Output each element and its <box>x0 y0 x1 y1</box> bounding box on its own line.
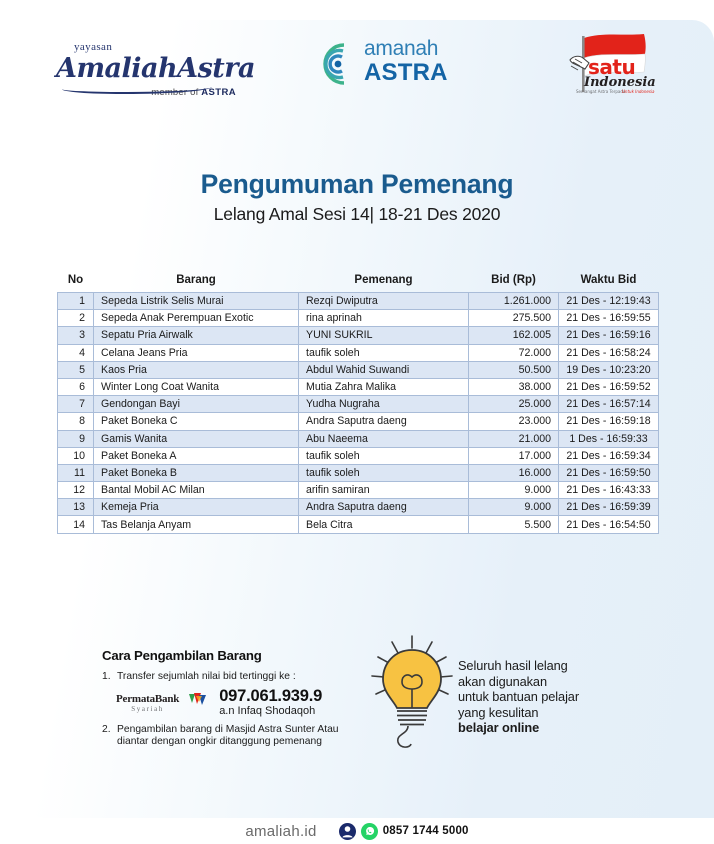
table-row <box>58 464 659 481</box>
table-row <box>58 344 659 361</box>
cell-no: 7 <box>58 396 94 413</box>
permatabank-logo <box>116 692 179 713</box>
table-row <box>58 447 659 464</box>
person-icon <box>339 823 356 840</box>
cell-no: 4 <box>58 344 94 361</box>
title-block <box>0 168 714 225</box>
cell-bid: 1.261.000 <box>469 293 559 310</box>
cell-waktu: 21 Des - 16:59:50 <box>559 464 659 481</box>
purpose-text <box>458 658 658 736</box>
table-row <box>58 327 659 344</box>
cell-barang: Kemeja Pria <box>94 499 299 516</box>
bank-account-row <box>116 687 362 718</box>
cell-barang: Paket Boneka B <box>94 464 299 481</box>
cell-bid: 162.005 <box>469 327 559 344</box>
purpose-line-4: yang kesulitan <box>458 704 539 720</box>
cell-barang: Paket Boneka A <box>94 447 299 464</box>
cell-barang: Bantal Mobil AC Milan <box>94 482 299 499</box>
cell-barang: Sepeda Anak Perempuan Exotic <box>94 310 299 327</box>
amaliah-member-text: member of ASTRA <box>151 87 236 98</box>
cell-waktu: 21 Des - 16:59:55 <box>559 310 659 327</box>
permatabank-name: PermataBank <box>116 692 180 705</box>
account-number: 097.061.939.9 <box>219 686 323 705</box>
account-details <box>219 687 322 718</box>
amanah-spiral-icon <box>314 42 358 86</box>
svg-text:Indonesia: Indonesia <box>584 75 656 90</box>
cell-barang: Winter Long Coat Wanita <box>94 378 299 395</box>
purpose-line-1: Seluruh hasil lelang <box>458 658 568 673</box>
cell-pemenang: Bela Citra <box>299 516 469 533</box>
table-header-row <box>58 272 659 293</box>
cell-barang: Paket Boneka C <box>94 413 299 430</box>
footer-bar <box>0 818 714 844</box>
table-row <box>58 378 659 395</box>
amaliah-astra-logo <box>56 41 255 100</box>
purpose-line-5: belajar online <box>458 720 540 736</box>
whatsapp-icon[interactable] <box>361 823 378 840</box>
table-row <box>58 482 659 499</box>
cell-no: 3 <box>58 327 94 344</box>
cell-no: 5 <box>58 361 94 378</box>
amanah-astra-logo <box>314 36 454 92</box>
satu-indonesia-flag-icon <box>558 32 662 96</box>
cell-pemenang: Rezqi Dwiputra <box>299 293 469 310</box>
cell-waktu: 1 Des - 16:59:33 <box>559 430 659 447</box>
cell-waktu: 21 Des - 16:43:33 <box>559 482 659 499</box>
table-row <box>58 396 659 413</box>
cell-pemenang: Abu Naeema <box>299 430 469 447</box>
pickup-step-1-text: Transfer sejumlah nilai bid tertinggi ke : <box>117 671 296 682</box>
cell-pemenang: Yudha Nugraha <box>299 396 469 413</box>
cell-waktu: 21 Des - 16:58:24 <box>559 344 659 361</box>
cell-bid: 16.000 <box>469 464 559 481</box>
cell-waktu: 21 Des - 16:59:34 <box>559 447 659 464</box>
cell-no: 2 <box>58 310 94 327</box>
cell-pemenang: taufik soleh <box>299 344 469 361</box>
cell-barang: Celana Jeans Pria <box>94 344 299 361</box>
th-bid: Bid (Rp) <box>491 274 536 286</box>
table-row <box>58 516 659 533</box>
th-waktu: Waktu Bid <box>580 274 637 286</box>
table-row <box>58 413 659 430</box>
cell-bid: 275.500 <box>469 310 559 327</box>
cell-waktu: 21 Des - 16:59:16 <box>559 327 659 344</box>
pickup-step-2-text: Pengambilan barang di Masjid Astra Sunter Atau diantar dengan ongkir ditanggung pemenang <box>117 723 339 748</box>
pickup-step-1 <box>102 671 362 684</box>
permatabank-mark-icon <box>187 691 209 713</box>
lightbulb-icon <box>364 632 460 750</box>
cell-pemenang: arifin samiran <box>299 482 469 499</box>
cell-no: 14 <box>58 516 94 533</box>
cell-bid: 23.000 <box>469 413 559 430</box>
table-row <box>58 293 659 310</box>
permatabank-syariah: Syariah <box>131 704 164 713</box>
pickup-step-1-number: 1. <box>102 671 111 682</box>
cell-no: 12 <box>58 482 94 499</box>
table-head <box>58 272 659 293</box>
purpose-line-3: untuk bantuan pelajar <box>458 689 579 705</box>
cell-bid: 5.500 <box>469 516 559 533</box>
cell-waktu: 21 Des - 16:59:18 <box>559 413 659 430</box>
cell-bid: 25.000 <box>469 396 559 413</box>
th-no: No <box>67 274 84 286</box>
cell-pemenang: Andra Saputra daeng <box>299 499 469 516</box>
pickup-step-2-number: 2. <box>102 723 111 735</box>
table-row <box>58 499 659 516</box>
cell-waktu: 21 Des - 16:59:39 <box>559 499 659 516</box>
cell-no: 13 <box>58 499 94 516</box>
page-subtitle: Lelang Amal Sesi 14| 18-21 Des 2020 <box>213 204 501 224</box>
svg-text:satu: satu <box>588 55 636 79</box>
cell-no: 9 <box>58 430 94 447</box>
satu-indonesia-logo <box>558 32 662 96</box>
winners-table-wrap <box>57 272 658 534</box>
table-row <box>58 430 659 447</box>
amaliah-name-text: AmaliahAstra <box>56 53 255 84</box>
account-name: a.n Infaq Shodaqoh <box>219 704 316 717</box>
cell-pemenang: taufik soleh <box>299 464 469 481</box>
contact-group <box>339 823 469 840</box>
cell-pemenang: Mutia Zahra Malika <box>299 378 469 395</box>
logo-header <box>0 26 714 104</box>
cell-no: 11 <box>58 464 94 481</box>
cell-no: 8 <box>58 413 94 430</box>
cell-waktu: 21 Des - 16:59:52 <box>559 378 659 395</box>
cell-bid: 9.000 <box>469 482 559 499</box>
website-link[interactable]: amaliah.id <box>245 822 317 840</box>
cell-pemenang: rina aprinah <box>299 310 469 327</box>
amanah-word-astra: ASTRA <box>364 59 448 86</box>
pickup-title: Cara Pengambilan Barang <box>102 648 262 663</box>
cell-waktu: 21 Des - 16:54:50 <box>559 516 659 533</box>
cell-barang: Kaos Pria <box>94 361 299 378</box>
cell-no: 1 <box>58 293 94 310</box>
cell-bid: 72.000 <box>469 344 559 361</box>
amanah-wordmark <box>364 38 448 85</box>
winners-table <box>57 272 659 534</box>
cell-bid: 17.000 <box>469 447 559 464</box>
phone-number: 0857 1744 5000 <box>382 825 469 837</box>
cell-barang: Sepatu Pria Airwalk <box>94 327 299 344</box>
table-row <box>58 310 659 327</box>
cell-no: 10 <box>58 447 94 464</box>
page-title: Pengumuman Pemenang <box>200 169 514 199</box>
table-body <box>58 293 659 534</box>
cell-pemenang: Abdul Wahid Suwandi <box>299 361 469 378</box>
cell-pemenang: YUNI SUKRIL <box>299 327 469 344</box>
pickup-instructions <box>102 648 362 751</box>
svg-text:Semangat Astra Terpadu: Semangat Astra Terpadu <box>576 89 626 94</box>
cell-waktu: 21 Des - 12:19:43 <box>559 293 659 310</box>
cell-barang: Sepeda Listrik Selis Murai <box>94 293 299 310</box>
cell-no: 6 <box>58 378 94 395</box>
cell-waktu: 21 Des - 16:57:14 <box>559 396 659 413</box>
cell-bid: 21.000 <box>469 430 559 447</box>
amanah-word-amanah: amanah <box>364 37 439 60</box>
cell-waktu: 19 Des - 10:23:20 <box>559 361 659 378</box>
cell-bid: 50.500 <box>469 361 559 378</box>
table-row <box>58 361 659 378</box>
th-barang: Barang <box>176 274 216 286</box>
pickup-step-2 <box>102 724 362 749</box>
th-pemenang: Pemenang <box>354 274 413 286</box>
amaliah-yayasan-text: yayasan <box>74 41 113 53</box>
cell-bid: 38.000 <box>469 378 559 395</box>
svg-text:Untuk Indonesia: Untuk Indonesia <box>622 89 655 94</box>
cell-barang: Gendongan Bayi <box>94 396 299 413</box>
cell-barang: Tas Belanja Anyam <box>94 516 299 533</box>
cell-pemenang: Andra Saputra daeng <box>299 413 469 430</box>
cell-barang: Gamis Wanita <box>94 430 299 447</box>
cell-bid: 9.000 <box>469 499 559 516</box>
purpose-line-2: akan digunakan <box>458 673 547 689</box>
cell-pemenang: taufik soleh <box>299 447 469 464</box>
